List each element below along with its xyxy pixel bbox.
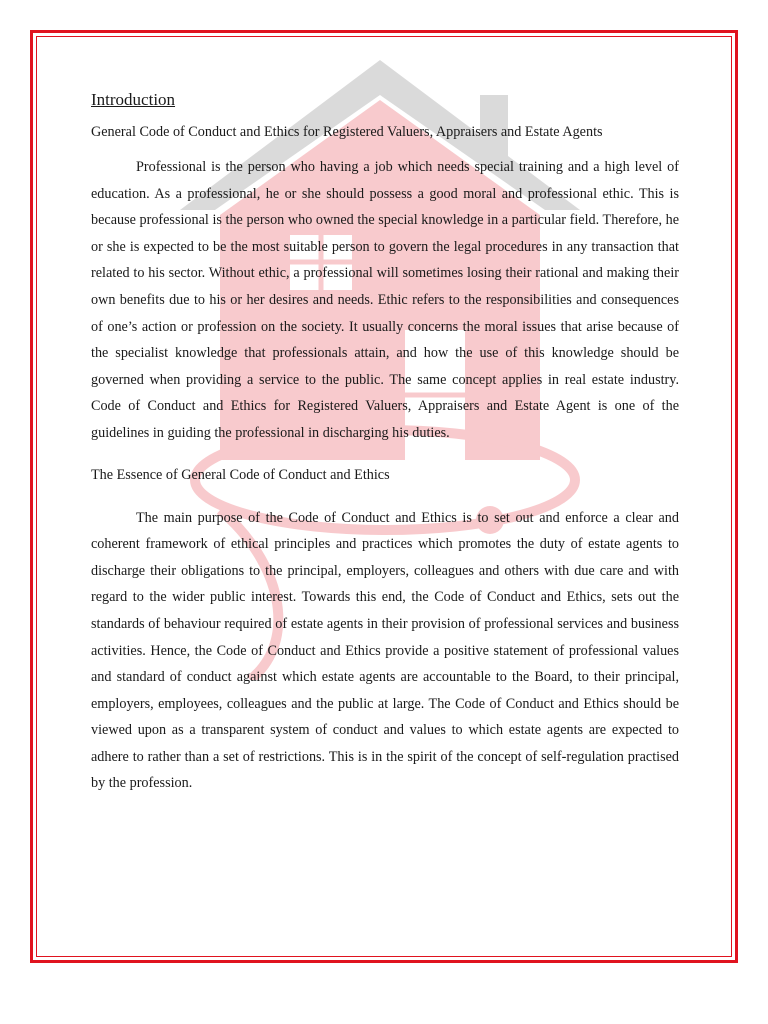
section-heading: The Essence of General Code of Conduct and Ethics — [91, 466, 390, 483]
paragraph-introduction: Professional is the person who having a job which needs special training and a high level of education. As a professional, he or she should possess a good moral and professional ethic. This is because professional is the person who owned the special knowledge in a particular field. Therefore, he or she is expected to be the most suitable person to govern the legal procedures in any transaction that related to his sector. Without ethic, a professional will sometimes losing their rational and making their own benefits due to his or her desires and needs. Ethic refers to the responsibilities and consequences of one’s action or profession on the society. It usually concerns the moral issues that arise because of the specialist knowledge that professionals attain, and how the use of this knowledge should be governed when providing a service to the public. The same concept applies in real estate industry. Code of Conduct and Ethics for Registered Valuers, Appraisers and Estate Agent is one of the guidelines in guiding the professional in discharging his duties. — [91, 159, 679, 441]
paragraph-essence: The main purpose of the Code of Conduct and Ethics is to set out and enforce a clear and coherent framework of ethical principles and practices which promotes the duty of estate agents to discharge their obligations to the principal, employers, colleagues and others with due care and with regard to the wider public interest. Towards this end, the Code of Conduct and Ethics, sets out the standards of behaviour required of estate agents in their provision of professional services and business activities. Hence, the Code of Conduct and Ethics provide a positive statement of professional values and standard of conduct against which estate agents are accountable to the Board, to their principal, employers, employees, colleagues and the public at large. The Code of Conduct and Ethics should be viewed upon as a transparent system of conduct and values to which estate agents are expected to adhere to rather than a set of restrictions. This is in the spirit of the concept of self-regulation practised by the profession. — [91, 509, 679, 792]
document-body — [91, 89, 679, 797]
document-subtitle: General Code of Conduct and Ethics for Registered Valuers, Appraisers and Estate Agents — [91, 124, 603, 140]
page-title: Introduction — [91, 90, 176, 109]
